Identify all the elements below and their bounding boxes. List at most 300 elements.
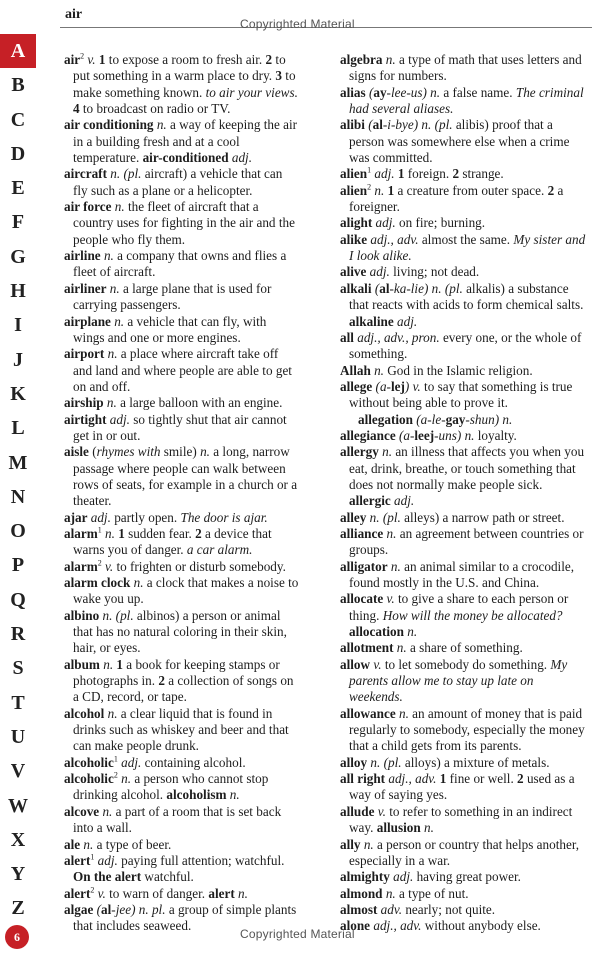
- dictionary-entry: [64, 346, 300, 395]
- entry-t-text: the fleet of aircraft that a country uses for fighting in the air and the people who fly them.: [73, 199, 295, 247]
- entry-t-text: on fire; burning.: [395, 215, 486, 231]
- entry-pos-text: n. (pl.: [366, 509, 401, 525]
- dictionary-entry: [64, 575, 300, 608]
- entry-t-text: to warn of danger.: [105, 885, 209, 901]
- alphabet-letter-r: R: [10, 623, 26, 646]
- entry-headword: alike: [340, 231, 368, 247]
- entry-t-text: a type of nut.: [395, 885, 469, 901]
- alphabet-letter-u: U: [10, 725, 26, 748]
- entry-pos-text: adj.: [228, 150, 252, 166]
- dictionary-entry: [340, 232, 586, 265]
- entry-pos-text: n. (pl.: [418, 117, 453, 133]
- entry-headword: airliner: [64, 280, 107, 296]
- entry-t-text: to say that something is true without being able to prove it.: [349, 378, 573, 411]
- alphabet-letter-a: A: [0, 34, 36, 68]
- entry-pos-text: n.: [99, 803, 113, 819]
- entry-headword: alloy: [340, 754, 368, 770]
- entry-headword: all right: [340, 771, 386, 787]
- dictionary-entry: [64, 52, 300, 117]
- entry-sense-text: 1: [439, 771, 447, 787]
- entry-headword: alibi: [340, 117, 365, 133]
- entry-headword: alcoholic: [64, 754, 114, 770]
- entry-headword: air conditioning: [64, 117, 154, 133]
- entry-headword: Allah: [340, 362, 371, 378]
- entry-pos-text: v.: [101, 558, 114, 574]
- entry-headword: aircraft: [64, 166, 107, 182]
- entry-t-text: a type of math that uses letters and signs for numbers.: [349, 52, 582, 84]
- entry-pos-text: adj.: [117, 754, 142, 770]
- dictionary-entry: [340, 755, 586, 771]
- entry-t-text: nearly; not quite.: [402, 901, 496, 917]
- entry-pos-text: adj., adv.: [367, 231, 419, 247]
- entry-pos-text: v.: [409, 378, 421, 394]
- dictionary-entry: [64, 804, 300, 837]
- entry-pos-text: adj.: [389, 869, 414, 885]
- entry-pos-text: adj.: [390, 493, 415, 509]
- alphabet-letter-q: Q: [10, 588, 26, 611]
- alphabet-letter-d: D: [10, 142, 26, 165]
- entry-pos-text: n. (pl.: [367, 754, 402, 770]
- entry-sense-text: 2: [452, 166, 460, 182]
- entry-t-text: aircraft) a vehicle that can fly such as a plane or a helicopter.: [73, 166, 283, 198]
- entry-t-text: to frighten or disturb somebody.: [113, 558, 286, 574]
- dictionary-entry: [340, 52, 586, 85]
- entry-t-text: to let somebody do something.: [381, 656, 551, 672]
- homograph-number: 1: [367, 166, 372, 176]
- page-number: 6: [5, 925, 29, 949]
- dictionary-entry: [340, 657, 586, 706]
- homograph-number: 2: [97, 558, 102, 568]
- alphabet-letter-g: G: [10, 245, 26, 268]
- entry-t-text: a group of simple plants that includes seaweed.: [73, 901, 297, 934]
- homograph-number: 2: [367, 182, 372, 192]
- entry-headword: algae: [64, 901, 94, 917]
- entry-headword: air: [64, 52, 81, 67]
- entry-pos-text: n.: [103, 395, 117, 411]
- homograph-number: 1: [90, 852, 95, 862]
- entry-t-text: containing alcohol.: [141, 754, 246, 770]
- entry-pos-text: n.: [382, 52, 396, 67]
- entry-headword: allege: [340, 378, 373, 394]
- dictionary-entry: [64, 248, 300, 281]
- entry-headword: ajar: [64, 509, 88, 525]
- dictionary-entry: [340, 771, 586, 804]
- entry-t-text: strange.: [459, 166, 504, 182]
- dictionary-entry: [340, 526, 586, 559]
- entry-t-text: foreign.: [404, 166, 453, 182]
- entry-pos-text: adj.: [106, 411, 130, 427]
- entry-hw-text: alcoholism: [166, 787, 227, 803]
- entry-pos-text: n.: [360, 836, 374, 852]
- entry-t-text: alkalis) a substance that reacts with acids to form chemical salts.: [349, 280, 584, 313]
- entry-pron-text: (al-i-bye): [368, 117, 419, 133]
- homograph-number: 2: [90, 885, 95, 895]
- entry-headword: ale: [64, 836, 81, 852]
- entry-pos-text: adj., adv., pron.: [353, 329, 440, 345]
- alphabet-letter-b: B: [11, 74, 25, 97]
- entry-t-text: having great power.: [413, 869, 521, 885]
- entry-hw-text: allocation: [349, 624, 404, 640]
- dictionary-entry: [340, 640, 586, 656]
- entry-t-text: a device that warns you of danger.: [73, 525, 272, 558]
- entry-pos-text: v.: [84, 52, 99, 67]
- homograph-number: 1: [113, 754, 118, 764]
- entry-pos-text: v.: [370, 656, 382, 672]
- entry-headword: algebra: [340, 52, 383, 67]
- alphabet-thumb-index: [0, 34, 36, 920]
- entry-pos-text: adj.: [366, 264, 390, 280]
- entry-ex-text: The door is ajar.: [180, 509, 268, 525]
- alphabet-letter-f: F: [11, 211, 25, 234]
- entry-t-text: a share of something.: [406, 640, 523, 656]
- dictionary-entry: [64, 117, 300, 166]
- entry-headword: aisle: [64, 444, 89, 460]
- entry-pos-text: n.: [106, 280, 120, 296]
- entry-headword: airship: [64, 395, 104, 411]
- entry-headword: allow: [340, 656, 371, 672]
- entry-headword: alarm: [64, 558, 98, 574]
- entry-t-text: to put something in a warm place to dry.: [73, 52, 286, 84]
- entry-headword: almost: [340, 901, 378, 917]
- entry-t-text: sudden fear.: [124, 525, 196, 541]
- dictionary-entry: [340, 379, 586, 428]
- entry-sense-text: 1: [387, 182, 395, 198]
- entry-pos-text: n.: [499, 411, 513, 427]
- entry-ex-text: to air your views.: [205, 84, 298, 100]
- entry-sense-text: 4: [73, 101, 80, 117]
- dictionary-entry: [340, 166, 586, 182]
- entry-headword: almond: [340, 885, 383, 901]
- entry-t-text: a person who cannot stop drinking alcohol.: [73, 771, 269, 803]
- entry-hw-text: alert: [208, 885, 235, 901]
- entry-pos-text: n.: [100, 248, 114, 264]
- homograph-number: 2: [80, 51, 85, 61]
- entry-pos-text: adj.: [94, 852, 118, 868]
- entry-t-text: almost the same.: [418, 231, 514, 247]
- entry-hw-text: alkaline: [349, 313, 394, 329]
- entry-ex-text: How will the money be allocated?: [382, 607, 563, 623]
- entry-pos-text: v.: [383, 591, 395, 607]
- entry-pos-text: n.: [420, 820, 434, 836]
- entry-pos-text: adj.: [87, 509, 111, 525]
- entry-t-text: a book for keeping stamps or photographs in.: [73, 656, 280, 689]
- entry-pos-text: adj.: [372, 215, 396, 231]
- dictionary-entry: [64, 281, 300, 314]
- dictionary-entry: [64, 395, 300, 411]
- entry-sense-text: 2: [265, 52, 273, 67]
- entry-headword: alone: [340, 918, 371, 934]
- entry-t-text: partly open.: [110, 509, 181, 525]
- entry-headword: ally: [340, 836, 361, 852]
- watermark-bottom: Copyrighted Material: [240, 927, 355, 941]
- entry-pos-text: n.: [104, 705, 118, 721]
- entry-headword: allegiance: [340, 427, 396, 443]
- entry-pos-text: n.: [130, 575, 144, 590]
- dictionary-entry: [340, 837, 586, 870]
- entry-sense-text: 3: [275, 68, 282, 84]
- dictionary-entry: [340, 591, 586, 640]
- entry-t-text: watchful.: [141, 869, 194, 885]
- entry-t-text: a way of keeping the air in a building fresh and at a cool temperature.: [73, 117, 298, 166]
- entry-headword: alien: [340, 166, 368, 182]
- dictionary-entry: [340, 918, 586, 934]
- entry-ex-text: a car alarm.: [186, 542, 253, 558]
- dictionary-entry: [64, 559, 300, 575]
- entry-t-text: alibis) proof that a person was somewhere else when a crime was committed.: [349, 117, 570, 166]
- entry-pos-text: n.: [234, 885, 248, 901]
- alphabet-letter-h: H: [10, 280, 26, 303]
- entry-t-text: a collection of songs on a CD, record, or tape.: [73, 673, 294, 705]
- entry-headword: alive: [340, 264, 367, 280]
- entry-headword: alcoholic: [64, 771, 114, 787]
- dictionary-entry: [64, 657, 300, 706]
- entry-headword: alert: [64, 885, 91, 901]
- entry-pos-text: n.: [393, 640, 407, 656]
- entry-pos-text: n.: [110, 313, 125, 329]
- alphabet-letter-x: X: [10, 828, 26, 851]
- entry-headword: airline: [64, 248, 101, 264]
- entry-hw-text: air-conditioned: [142, 150, 229, 166]
- entry-headword: allotment: [340, 640, 394, 656]
- alphabet-letter-z: Z: [11, 897, 25, 920]
- entry-headword: allergy: [340, 444, 379, 460]
- dictionary-entry: [340, 281, 586, 330]
- entry-headword: alarm: [64, 525, 98, 541]
- dictionary-entry: [64, 166, 300, 199]
- dictionary-entry: [64, 608, 300, 657]
- entry-t-text: albinos) a person or animal that has no natural coloring in their skin, hair, or eyes.: [73, 607, 287, 656]
- entry-pos-text: n. (pl.: [428, 280, 463, 296]
- entry-sense-text: 2: [547, 182, 555, 198]
- entry-pos-text: n.: [111, 199, 125, 215]
- entry-headword: alias: [340, 84, 366, 100]
- entry-pos-text: adv.: [377, 901, 403, 917]
- entry-t-text: every one, or the whole of something.: [349, 329, 582, 362]
- entry-pos-text: n.: [226, 787, 240, 803]
- dictionary-entry: [340, 330, 586, 363]
- dictionary-entry: [340, 886, 586, 902]
- alphabet-letter-o: O: [10, 520, 26, 543]
- entry-hw-text: allegation: [358, 411, 413, 427]
- entry-t-text: fine or well.: [446, 771, 518, 787]
- entry-pos-text: n.: [387, 558, 401, 574]
- alphabet-letter-p: P: [11, 554, 25, 577]
- dictionary-entry: [64, 199, 300, 248]
- entry-pos-text: n.: [395, 705, 409, 721]
- entry-t-text: a long, narrow passage where people can walk between rows of seats, for example in a church or a theater.: [73, 444, 298, 509]
- entry-pos-text: n.: [104, 346, 118, 362]
- alphabet-letter-j: J: [13, 348, 23, 371]
- dictionary-entry: [64, 412, 300, 445]
- entry-t-text: an agreement between countries or groups.: [349, 525, 584, 558]
- entry-t-text: a person or country that helps another, especially in a war.: [349, 836, 579, 868]
- entry-pos-text: n.: [101, 525, 119, 541]
- entry-t-text: a part of a room that is set back into a wall.: [73, 803, 282, 836]
- entry-pos-text: n. (pl.: [106, 166, 142, 182]
- entry-hw-text: On the alert: [73, 869, 142, 885]
- entry-t-text: to refer to something in an indirect way.: [349, 803, 573, 836]
- entry-t-text: a large plane that is used for carrying passengers.: [73, 280, 272, 313]
- dictionary-entry: [64, 837, 300, 853]
- alphabet-letter-y: Y: [10, 863, 26, 886]
- dictionary-entry: [340, 85, 586, 118]
- entry-sense-text: 1: [116, 656, 123, 672]
- alphabet-letter-m: M: [8, 451, 28, 474]
- entry-headword: alert: [64, 852, 91, 868]
- entry-t-text: to broadcast on radio or TV.: [79, 101, 231, 117]
- dictionary-entry: [64, 886, 300, 902]
- alphabet-letter-c: C: [10, 108, 26, 131]
- entry-headword: alight: [340, 215, 373, 231]
- entry-headword: airport: [64, 346, 105, 362]
- entry-headword: air force: [64, 199, 112, 215]
- entry-ex-text: The criminal had several aliases.: [349, 84, 584, 117]
- dictionary-entry: [64, 314, 300, 347]
- right-column: [340, 52, 586, 935]
- entry-ex-text: My sister and I look alike.: [349, 231, 586, 264]
- entry-t-text: so tightly shut that air cannot get in or out.: [73, 411, 287, 443]
- alphabet-letter-k: K: [10, 382, 26, 405]
- entry-t-text: a foreigner.: [349, 182, 564, 215]
- entry-t-text: an amount of money that is paid regularly to somebody, especially the money that a child gets from its parents.: [349, 705, 585, 754]
- entry-t-text: God in the Islamic religion.: [383, 362, 533, 378]
- entry-pron-text: (a-lej): [375, 378, 410, 394]
- entry-t-text: a clear liquid that is found in drinks such as whiskey and beer and that can make people drunk.: [73, 705, 289, 754]
- dictionary-entry: [340, 559, 586, 592]
- entry-pron-text: (a-le-gay-shun): [416, 411, 500, 427]
- dictionary-entry: [340, 183, 586, 216]
- entry-pos-text: n. (pl.: [99, 607, 134, 623]
- dictionary-entry: [340, 428, 586, 444]
- entry-headword: album: [64, 656, 100, 672]
- alphabet-letter-v: V: [10, 760, 26, 783]
- entry-headword: alien: [340, 182, 368, 198]
- entry-sense-text: 2: [158, 673, 165, 689]
- homograph-number: 2: [113, 770, 118, 780]
- entry-pos-text: n.: [117, 771, 132, 787]
- entry-sense-text: 2: [517, 771, 524, 787]
- entry-t-text: a type of beer.: [93, 836, 172, 852]
- derived-form: [349, 412, 586, 428]
- alphabet-letter-s: S: [12, 657, 24, 680]
- entry-headword: alcove: [64, 803, 100, 819]
- dictionary-entry: [340, 869, 586, 885]
- entry-t-text: alleys) a narrow path or street.: [400, 509, 565, 525]
- homograph-number: 1: [97, 525, 102, 535]
- entry-pos-text: n. pl.: [135, 901, 166, 917]
- entry-t-text: paying full attention; watchful.: [117, 852, 285, 868]
- entry-t-text: loyalty.: [474, 427, 517, 443]
- entry-pos-text: n.: [403, 624, 418, 640]
- entry-hw-text: allusion: [376, 820, 421, 836]
- entry-t-text: a large balloon with an engine.: [116, 395, 283, 411]
- entry-t-text: living; not dead.: [389, 264, 480, 280]
- entry-t-text: a company that owns and flies a fleet of aircraft.: [73, 248, 287, 280]
- entry-t-text: a clock that makes a noise to wake you up.: [73, 575, 299, 607]
- dictionary-entry: [64, 771, 300, 804]
- entry-headword: alley: [340, 509, 367, 525]
- entry-pos-text: adj., adv.: [385, 771, 440, 787]
- entry-pos-text: adj.: [371, 166, 398, 182]
- entry-ex-text: My parents allow me to stay up late on weekends.: [349, 656, 568, 705]
- dictionary-entry: [64, 526, 300, 559]
- dictionary-entry: [64, 853, 300, 886]
- guide-word: air: [65, 7, 83, 22]
- entry-headword: allowance: [340, 705, 396, 721]
- dictionary-entry: [340, 510, 586, 526]
- entry-t-text: without anybody else.: [421, 918, 541, 934]
- dictionary-entry: [64, 444, 300, 509]
- entry-sense-text: 1: [397, 166, 405, 182]
- entry-hw-text: allergic: [349, 493, 391, 509]
- entry-headword: alkali: [340, 280, 372, 296]
- dictionary-entry: [340, 264, 586, 280]
- alphabet-letter-w: W: [8, 794, 28, 817]
- entry-pos-text: n.: [383, 525, 397, 541]
- entry-t-text: to make something known.: [73, 68, 296, 100]
- alphabet-letter-l: L: [11, 417, 25, 440]
- entry-t-text: to give a share to each person or thing.: [349, 591, 569, 623]
- entry-t-text: (: [88, 444, 97, 460]
- dictionary-entry: [340, 363, 586, 379]
- entry-ex-text: rhymes with: [96, 444, 161, 460]
- watermark-top: Copyrighted Material: [240, 17, 355, 31]
- dictionary-entry: [340, 902, 586, 918]
- entry-pron-text: (al-ka-lie): [374, 280, 429, 296]
- dictionary-entry: [340, 706, 586, 755]
- alphabet-letter-e: E: [11, 177, 25, 200]
- entry-sense-text: 1: [118, 525, 125, 541]
- entry-headword: allocate: [340, 591, 384, 607]
- entry-t-text: an illness that affects you when you eat, drink, breathe, or touch something that does not normally make people sick.: [349, 444, 585, 492]
- entry-t-text: a place where aircraft take off and land and where people are able to get on and off.: [73, 346, 292, 394]
- entry-pos-text: adj.: [393, 313, 418, 329]
- entry-pron-text: (a-leej-uns): [398, 427, 462, 443]
- alphabet-letter-i: I: [14, 314, 22, 337]
- entry-t-text: a vehicle that can fly, with wings and one or more engines.: [73, 313, 267, 345]
- entry-sense-text: 1: [98, 52, 106, 67]
- entry-pos-text: v.: [374, 803, 386, 819]
- entry-pos-text: n.: [371, 182, 388, 198]
- entry-pos-text: adj., adv.: [370, 918, 422, 934]
- entry-headword: alarm clock: [64, 575, 131, 590]
- dictionary-entry: [64, 706, 300, 755]
- entry-pos-text: n.: [80, 836, 94, 852]
- entry-pos-text: v.: [94, 885, 106, 901]
- entry-pron-text: (ay-lee-us): [368, 84, 427, 100]
- entry-pos-text: n.: [153, 117, 167, 133]
- entry-pos-text: n.: [200, 444, 210, 460]
- entry-headword: allude: [340, 803, 375, 819]
- entry-t-text: an animal similar to a crocodile, found mostly in the U.S. and China.: [349, 558, 575, 590]
- entry-headword: alligator: [340, 558, 388, 574]
- dictionary-entry: [340, 444, 586, 509]
- entry-headword: almighty: [340, 869, 390, 885]
- entry-sense-text: 2: [195, 525, 202, 541]
- entry-pos-text: n.: [426, 84, 441, 100]
- entry-pron-text: (al-jee): [96, 901, 136, 917]
- dictionary-entry: [64, 510, 300, 526]
- entry-pos-text: n.: [378, 444, 393, 460]
- dictionary-entry: [340, 804, 586, 837]
- entry-t-text: used as a way of saying yes.: [349, 771, 575, 803]
- alphabet-letter-n: N: [10, 485, 26, 508]
- entry-headword: albino: [64, 607, 100, 623]
- entry-t-text: to expose a room to fresh air.: [105, 52, 266, 67]
- entry-headword: alcohol: [64, 705, 105, 721]
- dictionary-entry: [64, 755, 300, 771]
- entry-pos-text: n.: [99, 656, 117, 672]
